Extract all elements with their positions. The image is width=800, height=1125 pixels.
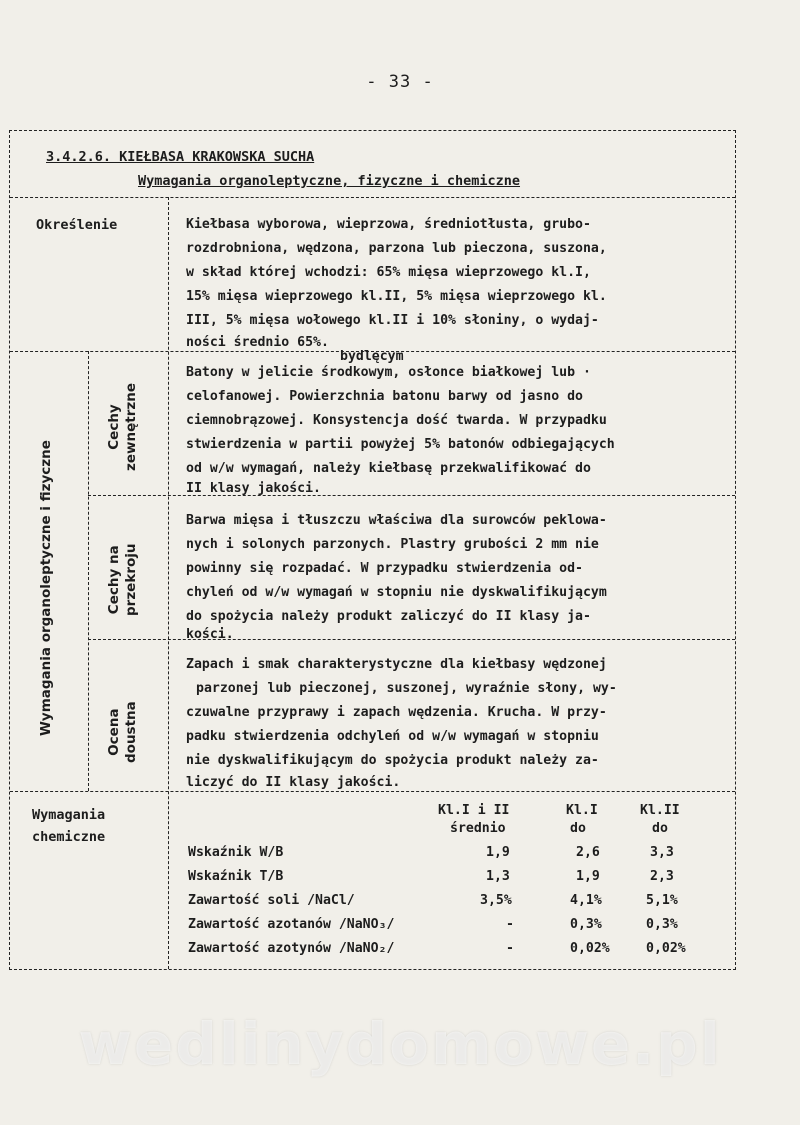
chem-row-value: 0,02% [646,941,686,956]
external-features-line: stwierdzenia w partii powyżej 5% batonów odbiegających [186,437,615,452]
chem-row-value: - [506,941,514,956]
definition-line: III, 5% mięsa wołowego kl.II i 10% słoniny, o wydaj- [186,313,599,328]
external-features-line: Batony w jelicie środkowym, osłonce białkowej lub · [186,365,591,380]
rule-under-organoleptic [10,791,735,792]
column-header-class-2: Kl.II [640,803,680,818]
definition-label: Określenie [36,217,118,233]
chem-row-value: 0,3% [646,917,678,932]
chem-row-value: - [506,917,514,932]
external-features-label-line2: zewnętrzne [123,383,139,471]
definition-line: Kiełbasa wyborowa, wieprzowa, średniotłusta, grubo- [186,217,591,232]
requirements-table [9,130,736,970]
chem-row-value: 1,9 [486,845,510,860]
cross-section-label-line1: Cechy na [106,545,122,615]
cross-section-line: do spożycia należy produkt zaliczyć do II klasy ja- [186,609,591,624]
chem-row-name: Zawartość azotanów /NaNO₃/ [188,917,395,932]
chem-row-value: 0,02% [570,941,610,956]
external-features-line: ciemnobrązowej. Konsystencja dość twarda. W przypadku [186,413,607,428]
section-heading: 3.4.2.6. KIEŁBASA KRAKOWSKA SUCHA [46,149,315,165]
external-features-line: II klasy jakości. [186,481,321,496]
organoleptic-group-label: Wymagania organoleptyczne i fizyczne [38,440,54,736]
cross-section-line: Barwa mięsa i tłuszczu właściwa dla surowców peklowa- [186,513,607,528]
chem-row-value: 3,5% [480,893,512,908]
external-features-label [106,383,140,471]
chem-row-name: Wskaźnik T/B [188,869,284,884]
chem-row-name: Zawartość azotynów /NaNO₂/ [188,941,395,956]
cross-section-line: kości. [186,627,234,642]
chem-row-value: 2,6 [576,845,600,860]
chem-row-value: 5,1% [646,893,678,908]
cross-section-line: nych i solonych parzonych. Plastry grubości 2 mm nie [186,537,599,552]
definition-line: ności średnio 65%. [186,335,329,350]
taste-evaluation-line: parzonej lub pieczonej, suszonej, wyraźnie słony, wy- [196,681,617,696]
chemical-label-line1: Wymagania [32,807,106,823]
chem-row-value: 1,3 [486,869,510,884]
column-header-class-1-2: Kl.I i II [438,803,510,818]
chem-row-value: 1,9 [576,869,600,884]
taste-evaluation-line: padku stwierdzenia odchyleń od w/w wymagań w stopniu [186,729,599,744]
taste-evaluation-line: liczyć do II klasy jakości. [186,775,401,790]
external-features-line: celofanowej. Powierzchnia batonu barwy od jasno do [186,389,583,404]
external-features-line: od w/w wymagań, należy kiełbasę przekwalifikować do [186,461,591,476]
cross-section-label [106,544,140,616]
taste-evaluation-label-line1: Ocena [106,708,122,756]
chem-row-value: 3,3 [650,845,674,860]
definition-line: w skład której wchodzi: 65% mięsa wieprzowego kl.I, [186,265,591,280]
cross-section-label-line2: przekroju [123,543,139,616]
column-divider [168,197,169,969]
chem-row-name: Zawartość soli /NaCl/ [188,893,355,908]
chem-row-value: 4,1% [570,893,602,908]
external-features-line: bydlęcym [340,349,404,364]
definition-line: rozdrobniona, wędzona, parzona lub pieczona, suszona, [186,241,607,256]
page-number: - 33 - [366,72,434,92]
watermark: wedlinydomowe.pl [78,1010,722,1078]
external-features-label-line1: Cechy [106,404,122,450]
column-header-class-1-2-sub: średnio [450,821,506,836]
taste-evaluation-line: Zapach i smak charakterystyczne dla kiełbasy wędzonej [186,657,607,672]
chem-row-value: 2,3 [650,869,674,884]
group-divider [88,351,89,791]
column-header-class-2-sub: do [652,821,668,836]
chemical-label-line2: chemiczne [32,829,106,845]
chem-row-value: 0,3% [570,917,602,932]
taste-evaluation-label-line2: doustna [123,701,139,763]
section-subtitle: Wymagania organoleptyczne, fizyczne i chemiczne [138,173,521,189]
column-header-class-1: Kl.I [566,803,598,818]
chem-row-name: Wskaźnik W/B [188,845,284,860]
column-header-class-1-sub: do [570,821,586,836]
cross-section-line: chyleń od w/w wymagań w stopniu nie dyskwalifikującym [186,585,607,600]
rule-under-heading [10,197,735,198]
taste-evaluation-label [106,701,140,763]
taste-evaluation-line: czuwalne przyprawy i zapach wędzenia. Krucha. W przy- [186,705,607,720]
cross-section-line: powinny się rozpadać. W przypadku stwierdzenia od- [186,561,583,576]
definition-line: 15% mięsa wieprzowego kl.II, 5% mięsa wieprzowego kl. [186,289,607,304]
taste-evaluation-line: nie dyskwalifikującym do spożycia produkt należy za- [186,753,599,768]
